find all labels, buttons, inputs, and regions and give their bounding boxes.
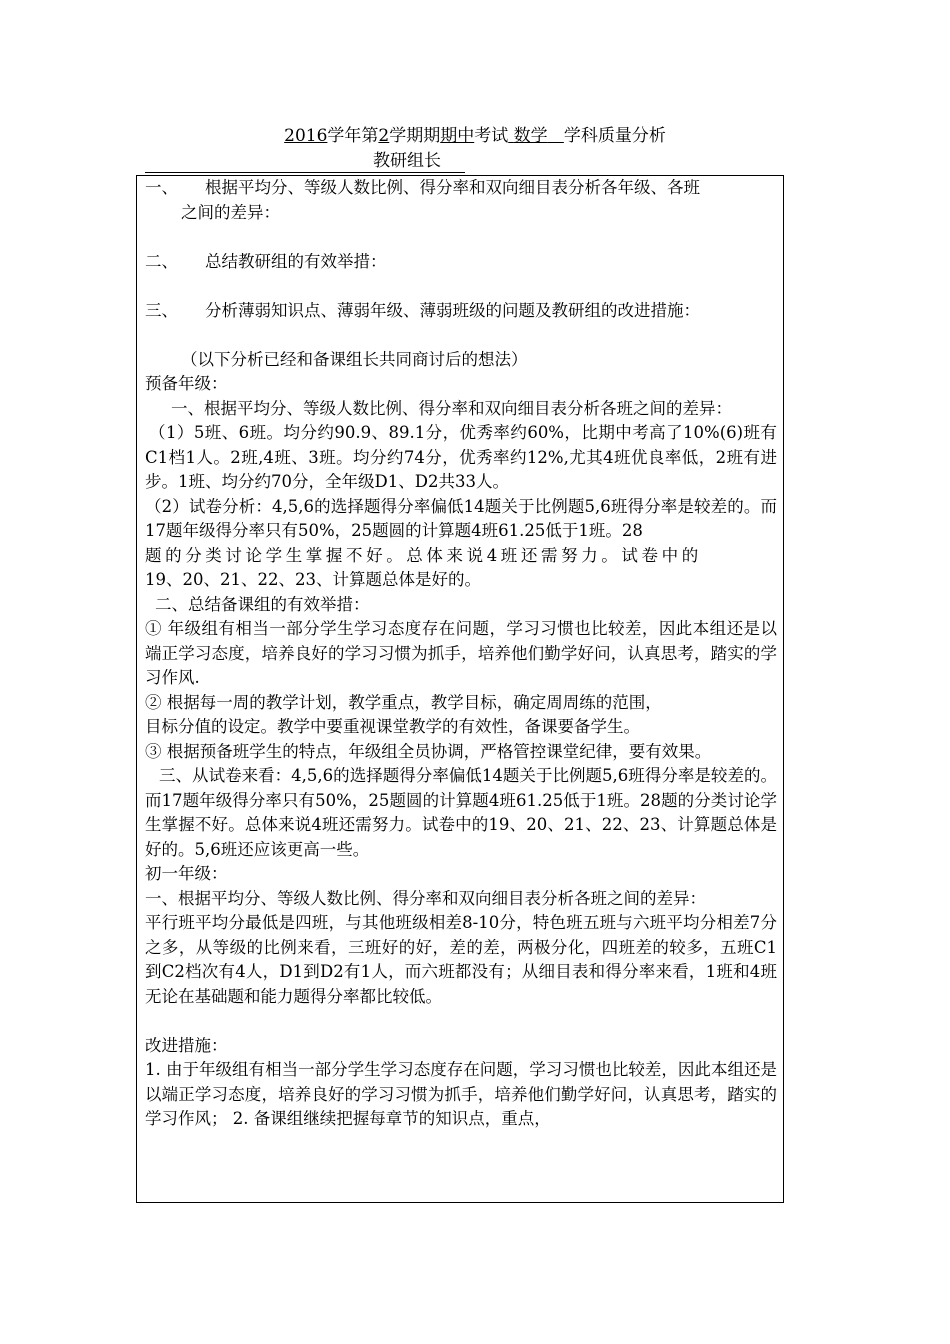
grade6-point-2: 二、总结备课组的有效举措： [155, 594, 370, 614]
analysis-box [136, 175, 784, 1203]
grade7-analysis: 平行班平均分最低是四班，与其他班级相差8-10分，特色班五班与六班平均分相差7分之多，从等级的比例来看，三班好的好，差的差，两极分化，四班差的较多，五班C1到C2档次有4人，D1到D2有1人，而六班都没有；从细目表和得分率来看，1班和4班无论在基础题和能力题得分率都比较低。 [145, 913, 777, 1006]
grade6-class-analysis: （1）5班、6班。均分约90.9、89.1分，优秀率约60%，比期中考高了10%(6)班有C1档1人。2班,4班、3班。均分约74分，优秀率约12%,尤其4班优良率低，2班有进步。1班、均分约70分，全年级D1、D2共33人。 [145, 423, 777, 491]
section-2-heading [145, 250, 777, 275]
section-1-continuation: 之间的差异： [181, 202, 280, 222]
title-text-3: 考试 [474, 126, 509, 146]
grade6-measure-2: ② 根据每一周的教学计划，教学重点，教学目标，确定周周练的范围， [145, 692, 662, 712]
title-text-2: 学期期 [389, 126, 441, 146]
title-text-4: 学科质量分析 [563, 126, 666, 146]
section-2-number: 二、 [145, 251, 178, 271]
role-label: 教研组长 [373, 151, 441, 171]
section-3-number: 三、 [145, 300, 178, 320]
title-year: 2016 [284, 126, 328, 146]
grade7-improvement-title: 改进措施： [145, 1035, 228, 1055]
section-2-text: 总结教研组的有效举措： [205, 251, 387, 271]
grade6-measure-1: ① 年级组有相当一部分学生学习态度存在问题，学习习惯也比较差，因此本组还是以端正学习态度，培养良好的学习习惯为抓手，培养他们勤学好问，认真思考，踏实的学习作风. [145, 619, 777, 687]
grade6-measure-2-cont: 目标分值的设定。教学中要重视课堂教学的有效性，备课要备学生。 [145, 717, 640, 736]
grade7-point-1: 一、根据平均分、等级人数比例、得分率和双向细目表分析各班之间的差异： [145, 888, 706, 908]
grade6-paper-analysis-cont: 题的分类讨论学生掌握不好。总体来说4班还需努力。试卷中的 [145, 545, 702, 565]
grade6-point-3: 三、从试卷来看：4,5,6的选择题得分率偏低14题关于比例题5,6班得分率是较差的。而17题年级得分率只有50%，25题圆的计算题4班61.25低于1班。28题的分类讨论学生掌握不好。总体来说4班还需努力。试卷中的19、20、21、22、23、计算题总体是好的。5,6班还应该更高一些。 [145, 766, 777, 859]
document-title [0, 124, 950, 148]
title-exam-type: 期中 [440, 126, 475, 146]
grade6-point-1: 一、根据平均分、等级人数比例、得分率和双向细目表分析各班之间的差异： [171, 398, 732, 418]
section-1-number: 一、 [145, 178, 178, 197]
grade6-measure-3: ③ 根据预备班学生的特点，年级组全员协调，严格管控课堂纪律，要有效果。 [145, 741, 712, 761]
grade6-title: 预备年级： [145, 374, 228, 393]
grade7-title: 初一年级： [145, 864, 228, 883]
section-3-heading [145, 299, 777, 324]
title-subject: 数学 [513, 126, 548, 146]
discussion-note: （以下分析已经和备课组长共同商讨后的想法） [181, 349, 528, 369]
grade6-paper-analysis-end: 19、20、21、22、23、计算题总体是好的。 [145, 570, 481, 589]
section-3-text: 分析薄弱知识点、薄弱年级、薄弱班级的问题及教研组的改进措施： [205, 300, 700, 320]
grade7-improvement-text: 1. 由于年级组有相当一部分学生学习态度存在问题，学习习惯也比较差，因此本组还是以端正学习态度，培养良好的学习习惯为抓手，培养他们勤学好问，认真思考，踏实的学习作风； 2. 备课组继续把握每章节的知识点，重点， [145, 1060, 777, 1128]
title-term: 2 [378, 126, 390, 146]
title-text-1: 学年第 [327, 126, 379, 146]
section-1-heading [145, 176, 777, 201]
grade6-paper-analysis: （2）试卷分析：4,5,6的选择题得分率偏低14题关于比例题5,6班得分率是较差的。而17题年级得分率只有50%，25题圆的计算题4班61.25低于1班。28 [145, 496, 777, 540]
role-line [145, 149, 465, 173]
section-1-text: 根据平均分、等级人数比例、得分率和双向细目表分析各年级、各班 [205, 178, 700, 197]
